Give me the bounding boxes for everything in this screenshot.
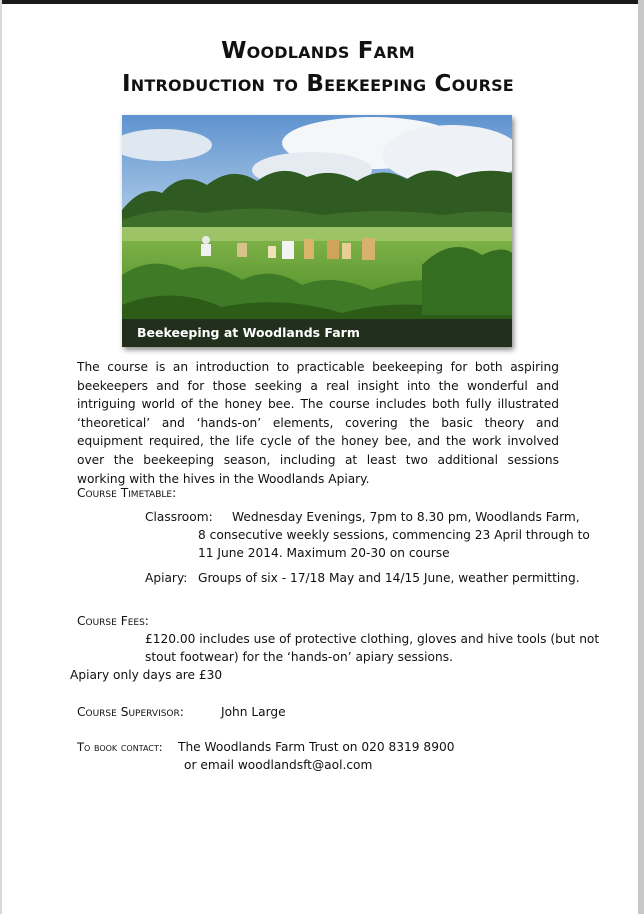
fees-heading: Course Fees:: [77, 614, 149, 628]
course-description: The course is an introduction to practicable beekeeping for both aspiring beekeepers and for those seeking a real insight into the wonderful and intriguing world of the honey bee. The course includes both fully illustrated ‘theoretical’ and ‘hands-on’ elements, covering the basic theory and equipment required, the life cycle of the honey bee, and the work involved over the beekeeping season, including at least two additional sessions working with the hives in the Woodlands Apiary.: [77, 360, 559, 486]
title-farm-name: Woodlands Farm: [221, 38, 415, 64]
timetable-heading: Course Timetable:: [77, 486, 177, 500]
photo-caption: Beekeeping at Woodlands Farm: [137, 325, 360, 340]
fees-line2: stout footwear) for the ‘hands-on’ apiary sessions.: [145, 650, 453, 664]
apiary-details: Groups of six - 17/18 May and 14/15 June, weather permitting.: [198, 571, 580, 585]
supervisor-name: John Large: [221, 705, 286, 719]
photo-caption-bar: [122, 319, 512, 347]
apiary-only-fee: Apiary only days are £30: [70, 668, 223, 682]
classroom-details-line2: 8 consecutive weekly sessions, commencing 23 April through to: [198, 528, 590, 542]
booking-label: To book contact:: [77, 740, 163, 754]
page-left-border: [0, 0, 2, 914]
classroom-label: Classroom:: [145, 510, 213, 524]
booking-phone: The Woodlands Farm Trust on 020 8319 8900: [178, 740, 455, 754]
booking-email: or email woodlandsft@aol.com: [184, 758, 373, 772]
beekeeping-photo: [122, 115, 512, 347]
apiary-label: Apiary:: [145, 571, 188, 585]
fees-line1: £120.00 includes use of protective clothing, gloves and hive tools (but not: [145, 632, 600, 646]
page-scroll-edge: [638, 0, 644, 914]
classroom-details-line1: Wednesday Evenings, 7pm to 8.30 pm, Woodlands Farm,: [232, 510, 580, 524]
classroom-details-line3: 11 June 2014. Maximum 20-30 on course: [198, 546, 450, 560]
title-course-name: Introduction to Beekeeping Course: [122, 71, 514, 97]
page-top-border: [0, 0, 644, 4]
supervisor-label: Course Supervisor:: [77, 705, 184, 719]
photo-illustration: [122, 115, 512, 347]
